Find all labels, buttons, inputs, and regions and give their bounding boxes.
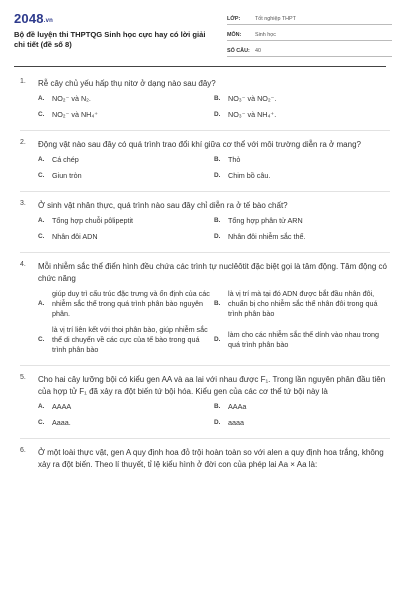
logo-suffix: .vn [43,18,54,24]
meta-row-subject [227,28,392,41]
document-header [0,0,400,64]
option-d[interactable] [214,325,386,355]
meta-row-class [227,12,392,25]
question-text: Cho hai cây lưỡng bội có kiểu gen AA và aa lai với nhau được F₁. Trong lần nguyên phân đầu tiên của hợp tử F₁ đã xảy ra đột biến tứ bội hóa. Kiểu gen của các cơ thể tứ bội này là [38,375,386,396]
option-label: B. [214,403,221,410]
option-text: Thỏ [228,155,241,164]
option-text: Cá chép [52,155,79,164]
option-text: aaaa [228,418,244,427]
answer-options [38,216,390,242]
meta-value: Tốt nghiệp THPT [255,16,296,22]
option-c[interactable] [38,418,210,428]
option-label: C. [38,419,45,426]
option-b[interactable] [214,216,386,226]
option-label: D. [214,336,221,343]
question-divider [20,191,390,192]
question-number: 6. [20,447,26,454]
option-b[interactable] [214,155,386,165]
option-d[interactable] [214,418,386,428]
option-label: A. [38,156,45,163]
option-d[interactable] [214,171,386,181]
meta-value: Sinh học [255,32,276,38]
option-a[interactable] [38,94,210,104]
option-label: C. [38,172,45,179]
option-label: D. [214,419,221,426]
option-text: AAAa [228,402,247,411]
meta-info [227,12,392,60]
meta-label: MÔN: [227,32,242,38]
answer-options [38,94,390,120]
question-text: Ở sinh vật nhân thực, quá trình nào sau đây chỉ diễn ra ở tế bào chất? [38,201,288,210]
option-label: B. [214,300,221,307]
meta-label: LỚP: [227,16,241,22]
option-c[interactable] [38,171,210,181]
option-a[interactable] [38,289,210,319]
question-text: Rễ cây chủ yếu hấp thụ nitơ ở dạng nào sau đây? [38,79,216,88]
meta-value: 40 [255,48,261,54]
question-5 [20,374,390,428]
option-a[interactable] [38,155,210,165]
option-text: Tổng hợp chuỗi pôlipeptit [52,216,134,225]
question-3 [20,200,390,242]
header-divider [14,66,386,67]
question-list [0,78,400,481]
question-text: Mỗi nhiễm sắc thể điển hình đều chứa các trình tự nuclêôtit đặc biệt gọi là tâm động. Tâm động có chức năng [38,262,387,283]
option-text: NO₃⁻ và NH₄⁺. [228,110,277,119]
question-text: Động vật nào sau đây có quá trình trao đổi khí giữa cơ thể với môi trường diễn ra ở mang? [38,140,361,149]
question-number: 2. [20,139,26,146]
option-text: Aaaa. [52,418,71,427]
answer-options [38,402,390,428]
option-label: C. [38,233,45,240]
option-c[interactable] [38,325,210,355]
logo-main: 2048 [14,11,44,26]
question-6 [20,447,390,471]
option-text: Nhân đôi ADN [52,232,98,241]
option-text: Giun tròn [52,171,82,180]
answer-options [38,155,390,181]
option-text: NO₂⁻ và NH₄⁺ [52,110,99,119]
question-divider [20,365,390,366]
option-c[interactable] [38,232,210,242]
site-logo[interactable] [14,11,53,26]
option-label: A. [38,403,45,410]
question-number: 5. [20,374,26,381]
document-title: Bộ đề luyện thi THPTQG Sinh học cực hay có lời giải chi tiết (đề số 8) [14,30,206,49]
option-b[interactable] [214,94,386,104]
answer-options [38,289,390,355]
option-text: NO₂⁻ và N₂. [52,94,91,103]
option-text: giúp duy trì cấu trúc đặc trưng và ổn định của các nhiễm sắc thể trong quá trình phân bào nguyên phân. [52,289,210,318]
question-text: Ở một loài thực vật, gen A quy định hoa đỏ trội hoàn toàn so với alen a quy định hoa trắng, không xảy ra đột biến. Theo lí thuyết, tỉ lệ kiểu hình ở đời con của phép lai Aa × Aa là: [38,448,384,469]
question-number: 3. [20,200,26,207]
meta-row-count [227,44,392,57]
question-divider [20,438,390,439]
question-number: 4. [20,261,26,268]
option-text: Tổng hợp phân tử ARN [228,216,303,225]
option-a[interactable] [38,402,210,412]
question-1 [20,78,390,120]
option-label: D. [214,111,221,118]
option-c[interactable] [38,110,210,120]
option-text: Nhân đôi nhiễm sắc thể. [228,232,306,241]
meta-label: SỐ CÂU: [227,48,250,54]
option-label: A. [38,300,45,307]
option-label: A. [38,217,45,224]
option-text: là vị trí mà tại đó ADN được bắt đầu nhân đôi, chuẩn bị cho nhiễm sắc thể nhân đôi trong quá trình phân bào [228,289,378,318]
question-number: 1. [20,78,26,85]
option-text: NO₃⁻ và NO₂⁻. [228,94,277,103]
option-label: B. [214,95,221,102]
option-label: D. [214,233,221,240]
option-text: là vị trí liên kết với thoi phân bào, giúp nhiễm sắc thể di chuyển về các cực của tế bào trong quá trình phân bào [52,325,208,354]
option-label: B. [214,217,221,224]
option-a[interactable] [38,216,210,226]
option-label: A. [38,95,45,102]
option-label: C. [38,111,45,118]
question-2 [20,139,390,181]
option-b[interactable] [214,289,386,319]
option-label: B. [214,156,221,163]
option-d[interactable] [214,232,386,242]
option-label: C. [38,336,45,343]
question-divider [20,130,390,131]
option-text: Chim bồ câu. [228,171,271,180]
question-4 [20,261,390,355]
option-b[interactable] [214,402,386,412]
option-text: làm cho các nhiễm sắc thể dính vào nhau trong quá trình phân bào [228,330,380,349]
option-label: D. [214,172,221,179]
question-divider [20,252,390,253]
option-d[interactable] [214,110,386,120]
option-text: AAAA [52,402,72,411]
